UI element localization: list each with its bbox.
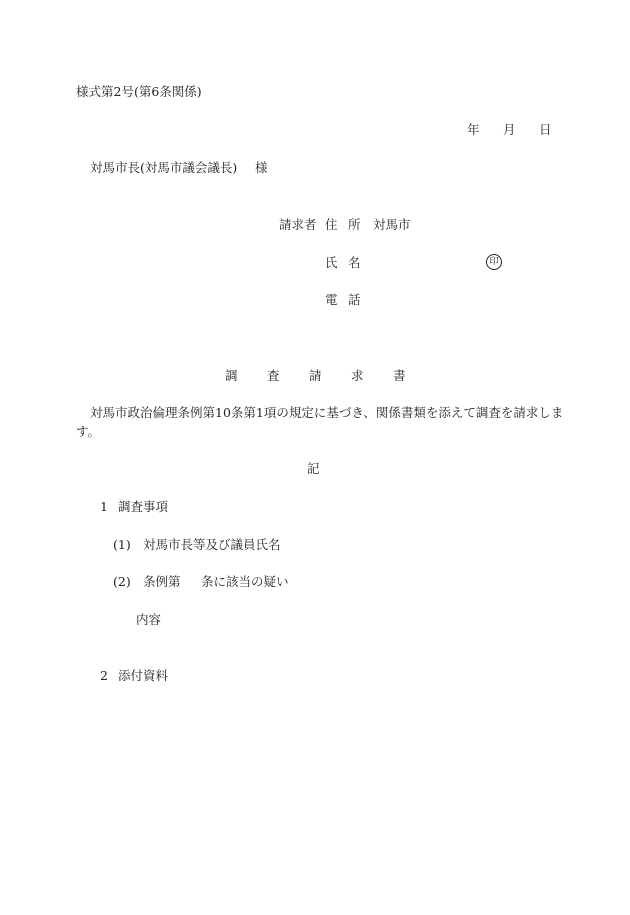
sub-item-2-label-a: 条例第 (143, 574, 181, 589)
body-text-line-1: 対馬市政治倫理条例第10条第1項の規定に基づき、関係書類を添えて調査を請求しま (90, 405, 564, 420)
date-month-label: 月 (503, 122, 516, 137)
sub-item-1-label: 対馬市長等及び議員氏名 (143, 537, 281, 552)
doc-title-char: 書 (393, 368, 406, 383)
form-number: 様式第2号(第6条関係) (76, 84, 202, 99)
name-label-2: 名 (348, 255, 361, 270)
date-day-label: 日 (539, 122, 552, 137)
phone-label-2: 話 (348, 292, 361, 307)
item-1-number: 1 (100, 499, 108, 514)
phone-label-1: 電 (325, 292, 338, 307)
content-label: 内容 (136, 612, 162, 627)
doc-title-char: 調 (225, 368, 238, 383)
doc-title-char: 請 (309, 368, 322, 383)
requester-label: 請求者 (279, 217, 317, 232)
ki-heading: 記 (307, 461, 320, 476)
address-label-2: 所 (348, 217, 361, 232)
seal-mark: 印 (486, 254, 502, 270)
item-2-number: 2 (100, 668, 108, 683)
item-2-label: 添付資料 (118, 668, 169, 683)
honorific: 様 (255, 160, 268, 175)
sub-item-2-label-b: 条に該当の疑い (201, 574, 289, 589)
sub-item-2-number: (2) (113, 574, 131, 589)
sub-item-1-number: (1) (113, 537, 131, 552)
doc-title-char: 査 (267, 368, 280, 383)
item-1-label: 調査事項 (118, 499, 169, 514)
doc-title-char: 求 (351, 368, 364, 383)
name-label-1: 氏 (325, 255, 338, 270)
address-value: 対馬市 (373, 217, 411, 232)
date-year-label: 年 (467, 122, 480, 137)
body-text-line-2: す。 (76, 424, 101, 439)
addressee: 対馬市長(対馬市議会議長) (90, 160, 238, 175)
address-label-1: 住 (325, 217, 338, 232)
